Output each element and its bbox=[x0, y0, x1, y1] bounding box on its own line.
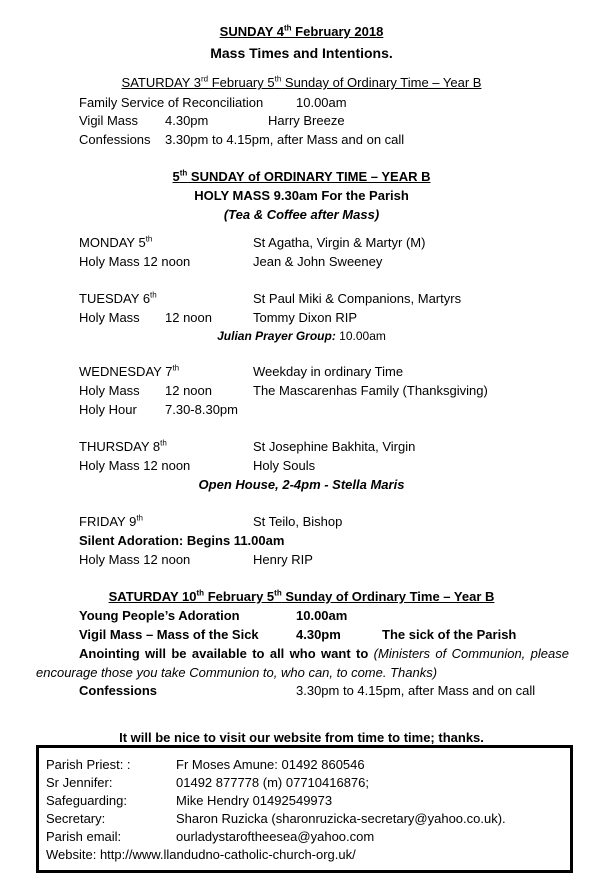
confessions-10-label: Confessions bbox=[79, 683, 158, 698]
friday-intention: Henry RIP bbox=[253, 552, 313, 567]
monday-intention: Jean & John Sweeney bbox=[253, 254, 383, 269]
tea-coffee-note: (Tea & Coffee after Mass) bbox=[223, 207, 380, 222]
contact-value-email[interactable]: ourladystaroftheesea@yahoo.com bbox=[176, 829, 375, 844]
contact-label-secretary: Secretary: bbox=[46, 811, 106, 826]
website-link[interactable]: Website: http://www.llandudno-catholic-church-org.uk/ bbox=[46, 847, 356, 862]
silent-adoration: Silent Adoration: Begins 11.00am bbox=[79, 533, 285, 548]
tuesday-intention: Tommy Dixon RIP bbox=[253, 310, 358, 325]
wednesday-mass-label: Holy Mass bbox=[79, 383, 140, 398]
saturday-10-heading: SATURDAY 10th February 5th Sunday of Ordinary Time – Year B bbox=[108, 588, 495, 604]
contact-value-sister: 01492 877778 (m) 07710416876; bbox=[176, 775, 369, 790]
tuesday-feast: St Paul Miki & Companions, Martyrs bbox=[253, 291, 462, 306]
tuesday-mass-time: 12 noon bbox=[165, 310, 212, 325]
vigil-mass-label: Vigil Mass bbox=[79, 113, 139, 128]
sunday-holy-mass: HOLY MASS 9.30am For the Parish bbox=[194, 188, 409, 203]
wednesday-heading: WEDNESDAY 7th bbox=[79, 363, 180, 379]
contact-value-safeguarding: Mike Hendry 01492549973 bbox=[176, 793, 333, 808]
confessions-detail: 3.30pm to 4.15pm, after Mass and on call bbox=[165, 132, 405, 147]
contact-label-priest: Parish Priest: : bbox=[46, 757, 131, 772]
vigil-mass-sick-time: 4.30pm bbox=[296, 627, 341, 642]
sunday-heading: 5th SUNDAY of ORDINARY TIME – YEAR B bbox=[172, 168, 431, 184]
wednesday-mass-time: 12 noon bbox=[165, 383, 212, 398]
contact-value-priest: Fr Moses Amune: 01492 860546 bbox=[176, 757, 365, 772]
thursday-heading: THURSDAY 8th bbox=[79, 438, 167, 454]
wednesday-feast: Weekday in ordinary Time bbox=[253, 364, 404, 379]
julian-prayer-group: Julian Prayer Group: 10.00am bbox=[217, 329, 386, 343]
contact-label-safeguarding: Safeguarding: bbox=[46, 793, 127, 808]
friday-mass: Holy Mass 12 noon bbox=[79, 552, 191, 567]
monday-heading: MONDAY 5th bbox=[79, 234, 153, 250]
contact-box bbox=[36, 745, 573, 873]
website-note: It will be nice to visit our website from time to time; thanks. bbox=[119, 730, 484, 745]
contact-value-secretary[interactable]: Sharon Ruzicka (sharonruzicka-secretary@yahoo.co.uk). bbox=[176, 811, 506, 826]
holy-hour-time: 7.30-8.30pm bbox=[165, 402, 238, 417]
thursday-feast: St Josephine Bakhita, Virgin bbox=[253, 439, 416, 454]
friday-feast: St Teilo, Bishop bbox=[253, 514, 343, 529]
vigil-mass-intention: Harry Breeze bbox=[268, 113, 345, 128]
confessions-10-detail: 3.30pm to 4.15pm, after Mass and on call bbox=[296, 683, 536, 698]
thursday-intention: Holy Souls bbox=[253, 458, 316, 473]
family-service-time: 10.00am bbox=[296, 95, 347, 110]
vigil-mass-sick-intention: The sick of the Parish bbox=[382, 627, 517, 642]
thursday-mass: Holy Mass 12 noon bbox=[79, 458, 191, 473]
vigil-mass-sick-label: Vigil Mass – Mass of the Sick bbox=[79, 627, 259, 642]
holy-hour-label: Holy Hour bbox=[79, 402, 137, 417]
anointing-paragraph: Anointing will be available to all who want to (Ministers of Communion, please encourage those you take Communion to, who can, to come. Thanks) bbox=[36, 646, 569, 680]
friday-heading: FRIDAY 9th bbox=[79, 513, 143, 529]
monday-feast: St Agatha, Virgin & Martyr (M) bbox=[253, 235, 426, 250]
monday-mass: Holy Mass 12 noon bbox=[79, 254, 191, 269]
bulletin-date: SUNDAY 4th February 2018 bbox=[219, 23, 384, 39]
tuesday-mass-label: Holy Mass bbox=[79, 310, 140, 325]
confessions-label: Confessions bbox=[79, 132, 151, 147]
young-peoples-adoration-label: Young People’s Adoration bbox=[79, 608, 240, 623]
family-service-label: Family Service of Reconciliation bbox=[79, 95, 264, 110]
contact-label-email: Parish email: bbox=[46, 829, 122, 844]
tuesday-heading: TUESDAY 6th bbox=[79, 290, 157, 306]
wednesday-intention: The Mascarenhas Family (Thanksgiving) bbox=[253, 383, 488, 398]
young-peoples-adoration-time: 10.00am bbox=[296, 608, 348, 623]
page-title: Mass Times and Intentions. bbox=[210, 45, 393, 61]
vigil-mass-time: 4.30pm bbox=[165, 113, 209, 128]
saturday-heading: SATURDAY 3rd February 5th Sunday of Ordinary Time – Year B bbox=[121, 74, 482, 90]
open-house-note: Open House, 2-4pm - Stella Maris bbox=[198, 477, 405, 492]
contact-label-sister: Sr Jennifer: bbox=[46, 775, 113, 790]
